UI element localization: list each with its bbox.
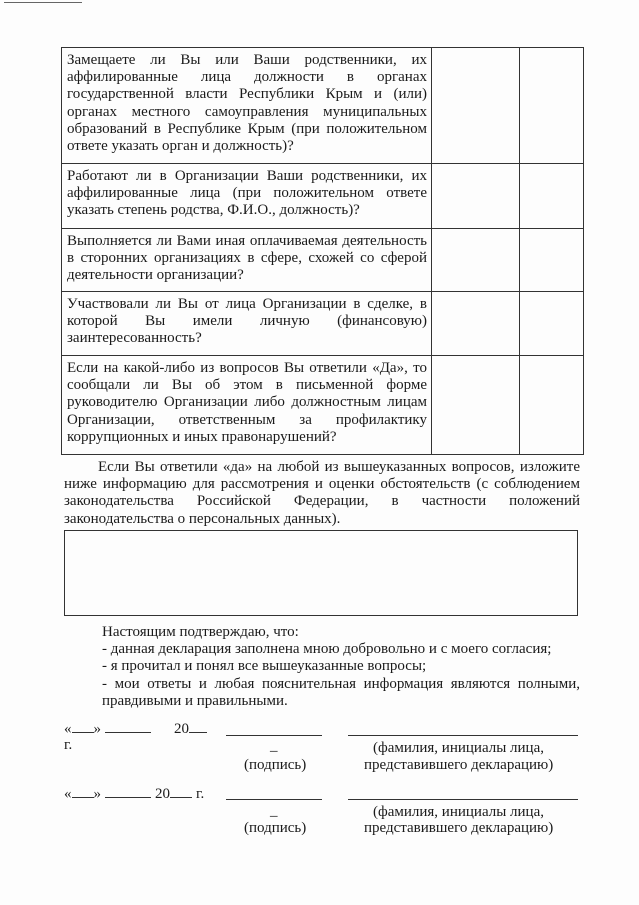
name-line[interactable]	[348, 799, 578, 800]
quote-open: «	[64, 721, 72, 737]
table-row	[62, 229, 584, 292]
header-rule	[4, 2, 82, 3]
question-text: Работают ли в Организации Ваши родственники, их аффилированные лица (при положительном ответе указать степень родства, Ф.И.О., должность)?	[62, 164, 432, 229]
answer-yes-cell[interactable]	[432, 292, 520, 356]
question-text: Если на какой-либо из вопросов Вы ответили «Да», то сообщали ли Вы об этом в письменной форме руководителю Организации либо должностным лицам Организации, ответственным за профилактику коррупционных и иных правонарушений?	[62, 356, 432, 455]
name-caption: представившего декларацию)	[364, 757, 554, 773]
table-row	[62, 356, 584, 455]
day-blank[interactable]	[72, 784, 94, 798]
name-caption: представившего декларацию)	[364, 820, 554, 836]
date-field[interactable]	[64, 784, 204, 803]
year-suffix: г.	[64, 737, 73, 753]
confirmation-section	[64, 624, 580, 710]
question-text: Участвовали ли Вы от лица Организации в сделке, в которой Вы имели личную (финансовую) заинтересованность?	[62, 292, 432, 356]
table-row	[62, 292, 584, 356]
answer-yes-cell[interactable]	[432, 164, 520, 229]
quote-close: »	[93, 786, 101, 802]
confirmation-intro: Настоящим подтверждаю, что:	[102, 624, 299, 640]
year-suffix: г.	[196, 786, 205, 802]
name-caption: (фамилия, инициалы лица,	[373, 740, 544, 756]
answer-no-cell[interactable]	[520, 292, 584, 356]
answer-no-cell[interactable]	[520, 48, 584, 164]
year-field[interactable]	[174, 719, 207, 738]
name-caption: (фамилия, инициалы лица,	[373, 804, 544, 820]
answer-yes-cell[interactable]	[432, 229, 520, 292]
signature-caption: (подпись)	[244, 820, 307, 836]
day-blank[interactable]	[72, 719, 94, 733]
signature-line[interactable]	[226, 735, 322, 736]
confirmation-item: - данная декларация заполнена мною добровольно и с моего согласия;	[102, 641, 552, 658]
question-text: Выполняется ли Вами иная оплачиваемая деятельность в сторонних организациях в сфере, схожей со сферой деятельности организации?	[62, 229, 432, 292]
year-prefix: 20	[174, 721, 189, 737]
quote-close: »	[93, 721, 101, 737]
questions-table	[61, 47, 584, 455]
month-blank[interactable]	[105, 784, 151, 798]
signature-caption: (подпись)	[244, 757, 307, 773]
year-blank[interactable]	[170, 784, 192, 798]
year-blank[interactable]	[189, 719, 207, 733]
confirmation-item: - мои ответы и любая пояснительная информация являются полными, правдивыми и правильными.	[102, 675, 580, 709]
quote-open: «	[64, 786, 72, 802]
month-blank[interactable]	[105, 719, 151, 733]
answer-yes-cell[interactable]	[432, 356, 520, 455]
table-row	[62, 164, 584, 229]
answer-no-cell[interactable]	[520, 229, 584, 292]
table-row	[62, 48, 584, 164]
dash-mark: _	[270, 803, 278, 819]
instruction-paragraph: Если Вы ответили «да» на любой из вышеуказанных вопросов, изложите ниже информацию для рассмотрения и оценки обстоятельств (с соблюдением законодательства Российской Федерации, в частности положений законодательства о персональных данных).	[64, 459, 580, 527]
answer-yes-cell[interactable]	[432, 48, 520, 164]
dash-mark: _	[270, 738, 278, 754]
name-line[interactable]	[348, 735, 578, 736]
confirmation-item: - я прочитал и понял все вышеуказанные вопросы;	[102, 658, 427, 675]
explanation-field[interactable]	[64, 530, 578, 616]
answer-no-cell[interactable]	[520, 164, 584, 229]
date-field[interactable]	[64, 719, 151, 738]
answer-no-cell[interactable]	[520, 356, 584, 455]
question-text: Замещаете ли Вы или Ваши родственники, их аффилированные лица должности в органах государственной власти Республики Крым и (или) органах местного самоуправления муниципальных образований в Республике Крым (при положительном ответе указать орган и должность)?	[62, 48, 432, 164]
signature-line[interactable]	[226, 799, 322, 800]
year-prefix: 20	[155, 786, 170, 802]
